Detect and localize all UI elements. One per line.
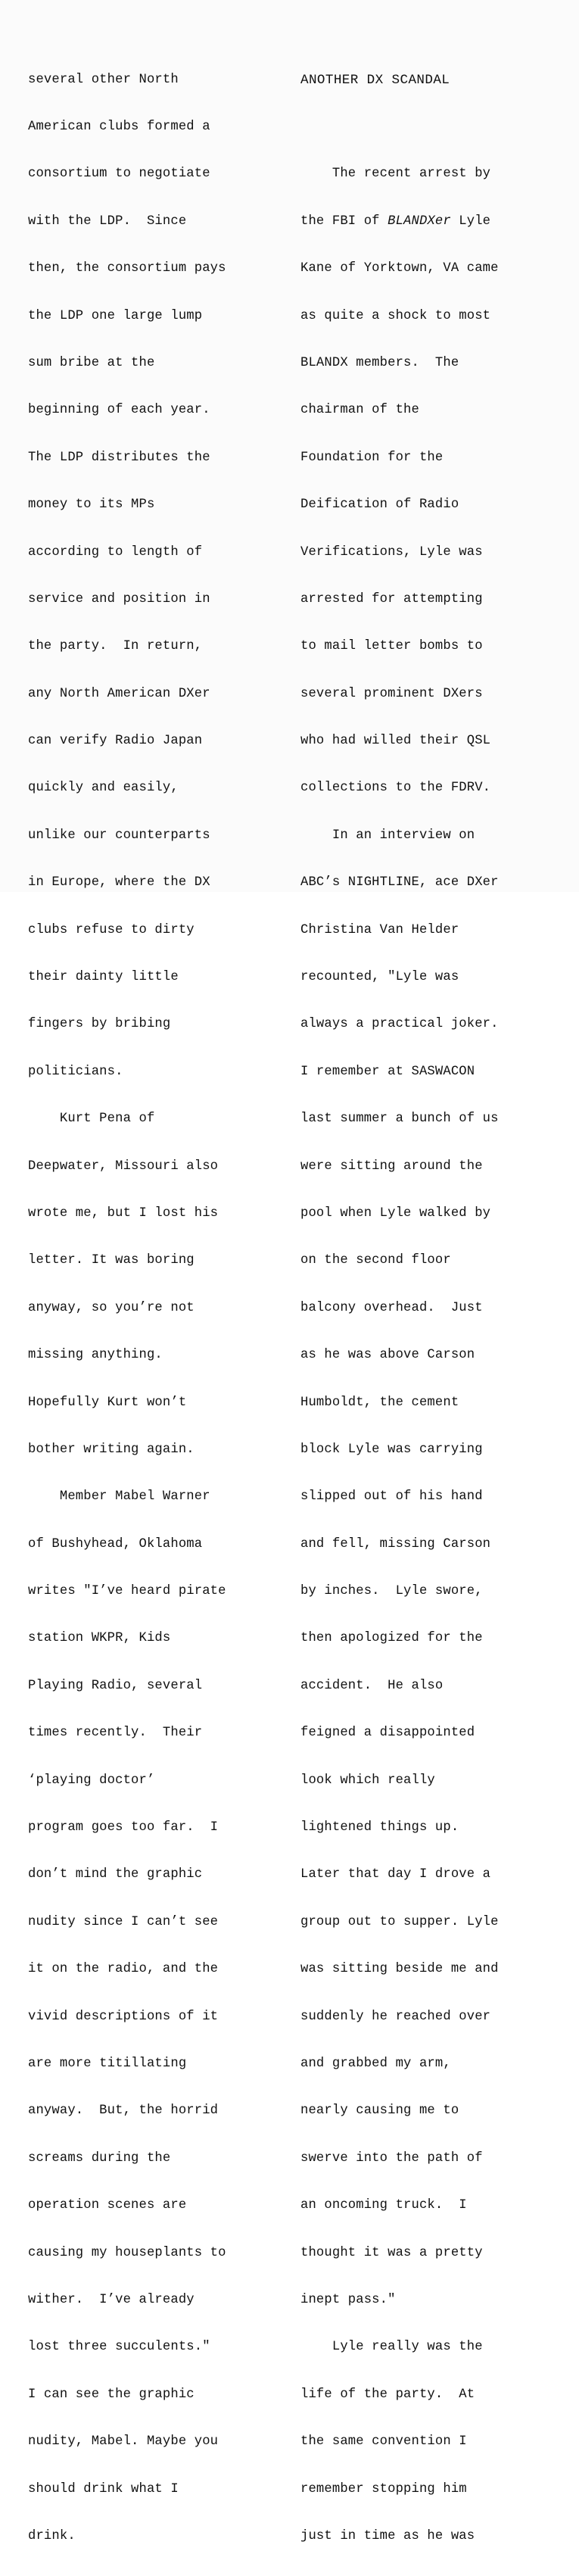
text-line: politicians.: [28, 1064, 123, 1079]
text-line: the party. In return,: [28, 639, 203, 654]
text-line: fingers by bribing: [28, 1017, 171, 1032]
text-line: Later that day I drove a: [300, 1867, 491, 1882]
text-line: service and position in: [28, 591, 210, 607]
text-line: on the second floor: [300, 1253, 451, 1268]
text-line: swerve into the path of: [300, 2150, 483, 2166]
text-line: sum bribe at the: [28, 355, 155, 370]
text-line: Kurt Pena of: [28, 1112, 155, 1127]
text-line: I can see the graphic: [28, 2387, 195, 2402]
text-line: remember stopping him: [300, 2481, 467, 2496]
text-line: In an interview on: [300, 828, 475, 843]
text-line: chairman of the: [300, 403, 419, 418]
text-line: don’t mind the graphic: [28, 1867, 203, 1882]
text-line: Playing Radio, several: [28, 1678, 203, 1693]
text-line: Foundation for the: [300, 450, 444, 465]
text-line: are more titillating: [28, 2057, 187, 2071]
text-line-italic-name: the FBI of BLANDXer Lyle: [300, 214, 491, 229]
text-line: always a practical joker.: [300, 1017, 499, 1032]
text-line: as he was above Carson: [300, 1348, 475, 1363]
text-line: any North American DXer: [28, 686, 210, 701]
text-line: letter. It was boring: [28, 1253, 195, 1268]
text-line: feigned a disappointed: [300, 1726, 475, 1741]
text-line: The LDP distributes the: [28, 450, 210, 465]
text-line: nudity since I can’t see: [28, 1914, 219, 1929]
text-line: lost three succulents.": [28, 2340, 210, 2355]
text-line: by inches. Lyle swore,: [300, 1584, 483, 1599]
text-line: with the LDP. Since: [28, 214, 187, 229]
text-line: Hopefully Kurt won’t: [28, 1395, 187, 1410]
right-column: [300, 41, 550, 2576]
text-line: consortium to negotiate: [28, 167, 210, 182]
text-line: Humboldt, the cement: [300, 1395, 459, 1410]
spacer: [300, 120, 550, 136]
text-line: I remember at SASWACON: [300, 1064, 475, 1079]
text-line: then, the consortium pays: [28, 261, 226, 276]
text-line: in Europe, where the DX: [28, 875, 210, 890]
text-line: anyway, so you’re not: [28, 1300, 195, 1315]
text-line: operation scenes are: [28, 2198, 187, 2213]
text-line: American clubs formed a: [28, 119, 210, 134]
article-headline: ANOTHER DX SCANDAL: [300, 72, 450, 88]
text-line: Kane of Yorktown, VA came: [300, 261, 499, 276]
text-line: of Bushyhead, Oklahoma: [28, 1536, 203, 1552]
text-line: Deepwater, Missouri also: [28, 1159, 219, 1174]
text-line: missing anything.: [28, 1348, 163, 1363]
text-line: Deification of Radio: [300, 497, 459, 513]
text-line: Christina Van Helder: [300, 922, 459, 937]
text-line: arrested for attempting: [300, 591, 483, 607]
text-line: balcony overhead. Just: [300, 1300, 483, 1315]
text-line: ABC’s NIGHTLINE, ace DXer: [300, 875, 499, 890]
text-line: it on the radio, and the: [28, 1962, 219, 1977]
text-line: ‘playing doctor’: [28, 1773, 155, 1788]
text-line: suddenly he reached over: [300, 2009, 491, 2024]
text-line: several other North: [28, 72, 179, 87]
text-line: beginning of each year.: [28, 403, 210, 418]
text-line: wrote me, but I lost his: [28, 1205, 219, 1221]
text-line: then apologized for the: [300, 1631, 483, 1646]
text-line: accident. He also: [300, 1678, 444, 1693]
text-line: life of the party. At: [300, 2387, 475, 2402]
text-line: group out to supper. Lyle: [300, 1914, 499, 1929]
text-line: lightened things up.: [300, 1820, 459, 1835]
text-line: anyway. But, the horrid: [28, 2104, 219, 2119]
text-line: and grabbed my arm,: [300, 2057, 451, 2071]
text-line: can verify Radio Japan: [28, 734, 203, 749]
text-line: pool when Lyle walked by: [300, 1205, 491, 1221]
text-line: times recently. Their: [28, 1726, 203, 1741]
text-line: writes "I’ve heard pirate: [28, 1584, 226, 1599]
text-line: and fell, missing Carson: [300, 1536, 491, 1552]
text-line: nudity, Mabel. Maybe you: [28, 2434, 219, 2450]
text-line: station WKPR, Kids: [28, 1631, 171, 1646]
text-line: the LDP one large lump: [28, 308, 203, 323]
text-line: the same convention I: [300, 2434, 467, 2450]
text-line: Lyle really was the: [300, 2340, 483, 2355]
text-line: screams during the: [28, 2150, 171, 2166]
text-line: several prominent DXers: [300, 686, 483, 701]
text-line: collections to the FDRV.: [300, 781, 491, 796]
text-line: their dainty little: [28, 970, 179, 985]
text-line: wither. I’ve already: [28, 2292, 195, 2307]
text-line: to mail letter bombs to: [300, 639, 483, 654]
text-line: last summer a bunch of us: [300, 1112, 499, 1127]
text-line: inept pass.": [300, 2292, 396, 2307]
text-line: just in time as he was: [300, 2528, 475, 2543]
text-line: unlike our counterparts: [28, 828, 210, 843]
text-line: as quite a shock to most: [300, 308, 491, 323]
text-line: causing my houseplants to: [28, 2245, 226, 2260]
text-line: slipped out of his hand: [300, 1489, 483, 1505]
text-line: block Lyle was carrying: [300, 1442, 483, 1457]
text-line: clubs refuse to dirty: [28, 922, 195, 937]
text-line: according to length of: [28, 544, 203, 560]
text-line: who had willed their QSL: [300, 734, 491, 749]
text-line: recounted, "Lyle was: [300, 970, 459, 985]
text-line: thought it was a pretty: [300, 2245, 483, 2260]
text-line: The recent arrest by: [300, 167, 491, 182]
text-line: vivid descriptions of it: [28, 2009, 219, 2024]
text-line: Verifications, Lyle was: [300, 544, 483, 560]
text-line: money to its MPs: [28, 497, 155, 513]
text-line: was sitting beside me and: [300, 1962, 499, 1977]
text-line: should drink what I: [28, 2481, 179, 2496]
text-line: quickly and easily,: [28, 781, 179, 796]
text-line: look which really: [300, 1773, 435, 1788]
text-line: an oncoming truck. I: [300, 2198, 467, 2213]
text-line: program goes too far. I: [28, 1820, 219, 1835]
text-line: nearly causing me to: [300, 2104, 459, 2119]
text-line: were sitting around the: [300, 1159, 483, 1174]
text-line: Member Mabel Warner: [28, 1489, 210, 1505]
text-line: bother writing again.: [28, 1442, 195, 1457]
text-line: BLANDX members. The: [300, 355, 459, 370]
text-line: drink.: [28, 2528, 76, 2543]
left-column: [28, 41, 278, 2576]
